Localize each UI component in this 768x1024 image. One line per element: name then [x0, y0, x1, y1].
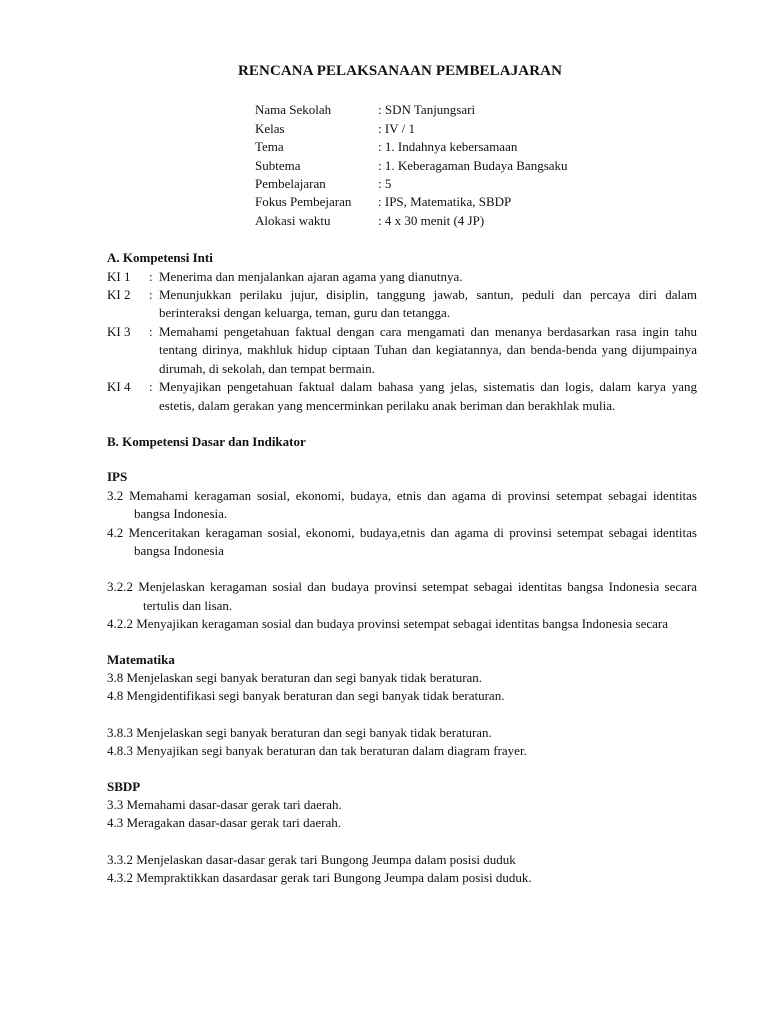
identity-label: Subtema [255, 157, 301, 173]
ki-code: KI 2 [107, 287, 131, 303]
kompetensi-inti-section [107, 249, 697, 415]
spacer [107, 706, 697, 724]
kd-item: 4.3 Meragakan dasar-dasar gerak tari daerah. [107, 815, 341, 831]
spacer [107, 833, 697, 851]
identity-label: Fokus Pembejaran [255, 194, 352, 210]
kd-item: 4.8 Mengidentifikasi segi banyak beraturan dan segi banyak tidak beraturan. [107, 688, 505, 704]
indikator-item: 3.8.3 Menjelaskan segi banyak beraturan dan segi banyak tidak beraturan. [107, 724, 492, 740]
subject-heading: Matematika [107, 651, 175, 667]
document-title: RENCANA PELAKSANAAN PEMBELAJARAN [237, 63, 563, 79]
ki-code: KI 3 [107, 323, 131, 339]
indikator-item: 4.3.2 Mempraktikkan dasardasar gerak tari Bungong Jeumpa dalam posisi duduk. [107, 870, 532, 886]
kd-item: 3.3 Memahami dasar-dasar gerak tari daerah. [107, 797, 342, 812]
section-heading: B. Kompetensi Dasar dan Indikator [107, 433, 306, 449]
ki-item [107, 268, 697, 286]
identity-value: : IPS, Matematika, SBDP [378, 193, 511, 211]
identity-row [255, 175, 697, 193]
ki-colon: : [149, 287, 153, 303]
indikator-item: 3.2.2 Menjelaskan keragaman sosial dan budaya provinsi setempat sebagai identitas bangsa Indonesia secara tertulis dan lisan. [107, 579, 697, 613]
identity-row [255, 193, 697, 211]
identity-value: : 4 x 30 menit (4 JP) [378, 212, 484, 230]
indikator-item: 4.2.2 Menyajikan keragaman sosial dan budaya provinsi setempat sebagai identitas bangsa Indonesia secara [107, 616, 668, 632]
identity-value: : 1. Indahnya kebersamaan [378, 138, 517, 156]
identity-value: : SDN Tanjungsari [378, 101, 475, 119]
spacer [107, 560, 697, 578]
subject-matematika [107, 651, 697, 761]
kd-item: 3.2 Memahami keragaman sosial, ekonomi, budaya, etnis dan agama di provinsi setempat sebagai identitas bangsa Indonesia. [107, 487, 697, 522]
subject-sbdp [107, 778, 697, 888]
kd-item: 4.2 Menceritakan keragaman sosial, ekonomi, budaya,etnis dan agama di provinsi setempat sebagai identitas bangsa Indonesia [107, 524, 697, 558]
ki-item [107, 323, 697, 378]
identity-label: Tema [255, 139, 284, 155]
ki-text: Menunjukkan perilaku jujur, disiplin, tanggung jawab, santun, peduli dan percaya diri dalam berinteraksi dengan keluarga, teman, guru dan tetangga. [159, 287, 697, 321]
subject-heading: SBDP [107, 778, 141, 794]
ki-code: KI 1 [107, 268, 131, 284]
indikator-item: 4.8.3 Menyajikan segi banyak beraturan dan tak beraturan dalam diagram frayer. [107, 743, 527, 759]
ki-text: Menerima dan menjalankan ajaran agama yang dianutnya. [159, 268, 463, 284]
identity-label: Nama Sekolah [255, 102, 332, 118]
indikator-item: 3.3.2 Menjelaskan dasar-dasar gerak tari Bungong Jeumpa dalam posisi duduk [107, 851, 516, 867]
identity-row [255, 138, 697, 156]
ki-item [107, 286, 697, 323]
identity-row [255, 157, 697, 175]
ki-item [107, 378, 697, 415]
subject-ips [107, 468, 697, 633]
ki-code: KI 4 [107, 379, 131, 395]
identity-label: Alokasi waktu [255, 212, 331, 228]
identity-row [255, 101, 697, 119]
identity-value: : 1. Keberagaman Budaya Bangsaku [378, 157, 568, 175]
ki-text: Memahami pengetahuan faktual dengan cara mengamati dan menanya berdasarkan rasa ingin tahu tentang dirinya, makhluk hidup ciptaan Tuhan dan kegiatannya, dan benda-benda yang dijumpainya dirumah, di sekolah, dan tempat bermain. [159, 323, 697, 376]
document-page [107, 62, 697, 888]
identity-row [255, 120, 697, 138]
kd-item: 3.8 Menjelaskan segi banyak beraturan dan segi banyak tidak beraturan. [107, 669, 483, 685]
kompetensi-dasar-section [107, 433, 697, 888]
identity-value: : 5 [378, 175, 391, 193]
identity-label: Kelas [255, 120, 285, 136]
ki-colon: : [149, 323, 153, 339]
identity-row [255, 212, 697, 230]
identity-value: : IV / 1 [378, 120, 415, 138]
identity-table [255, 101, 697, 230]
ki-text: Menyajikan pengetahuan faktual dalam bahasa yang jelas, sistematis dan logis, dalam karya yang estetis, dalam gerakan yang mencerminkan perilaku anak beriman dan berakhlak mulia. [159, 379, 697, 413]
subject-heading: IPS [107, 469, 128, 485]
section-heading: A. Kompetensi Inti [107, 250, 213, 266]
identity-label: Pembelajaran [255, 176, 326, 192]
ki-colon: : [149, 268, 153, 284]
ki-colon: : [149, 379, 153, 395]
